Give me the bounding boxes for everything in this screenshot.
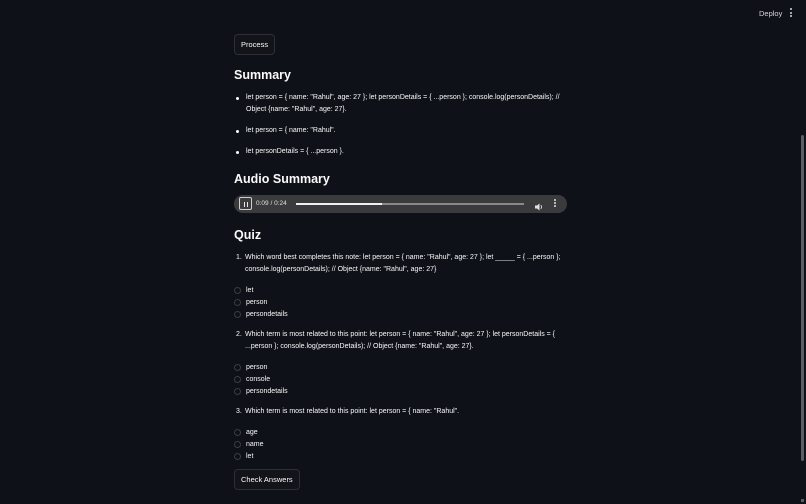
deploy-button[interactable]: Deploy [759,9,783,18]
question-number: 2. [236,331,242,338]
radio-option[interactable]: persondetails [234,385,568,397]
radio-button[interactable] [234,311,241,318]
radio-group [234,426,568,462]
scrollbar-end [801,499,804,502]
summary-item: let personDetails = { ...person }. [234,146,568,158]
kebab-menu-icon[interactable] [788,8,794,20]
radio-button[interactable] [234,441,241,448]
radio-option[interactable]: person [234,296,568,308]
summary-heading: Summary [234,68,291,82]
vertical-scrollbar[interactable] [801,135,804,461]
question-text: Which term is most related to this point: let person = { name: "Rahul", age: 27 }; let personDetails = { ...person }; console.log(personDetails); // Object {name: "Rahul", age: 27}. [245,331,556,350]
audio-seek-slider[interactable] [296,203,524,205]
audio-time: 0:09 / 0:24 [256,199,287,207]
radio-button[interactable] [234,453,241,460]
question-number: 1. [236,254,242,261]
radio-button[interactable] [234,429,241,436]
radio-option[interactable]: name [234,438,568,450]
question-text: Which term is most related to this point: let person = { name: "Rahul". [245,408,460,415]
top-toolbar [0,0,806,30]
process-button[interactable]: Process [234,34,275,55]
radio-group [234,361,568,397]
volume-icon[interactable] [534,199,544,209]
radio-group [234,284,568,320]
summary-item: let person = { name: "Rahul", age: 27 }; let personDetails = { ...person }; console.log(personDetails); // Object {name: "Rahul", age: 27}. [234,92,568,116]
audio-summary-heading: Audio Summary [234,172,330,186]
summary-list [234,92,568,167]
radio-option[interactable]: let [234,284,568,296]
pause-icon[interactable] [239,197,252,210]
check-answers-button[interactable]: Check Answers [234,469,300,490]
audio-options-icon[interactable] [552,199,558,209]
radio-option[interactable]: age [234,426,568,438]
audio-progress [296,203,382,205]
audio-player [234,195,567,213]
radio-button[interactable] [234,299,241,306]
radio-option[interactable]: person [234,361,568,373]
quiz-question-3 [234,406,568,462]
quiz-heading: Quiz [234,228,262,242]
radio-button[interactable] [234,287,241,294]
question-text: Which word best completes this note: let person = { name: "Rahul", age: 27 }; let _____ = { ...person }; console.log(personDetails); // Object {name: "Rahul", age: 27} [245,254,561,273]
radio-button[interactable] [234,364,241,371]
radio-option[interactable]: let [234,450,568,462]
radio-button[interactable] [234,376,241,383]
radio-option[interactable]: console [234,373,568,385]
summary-item: let person = { name: "Rahul". [234,125,568,137]
radio-button[interactable] [234,388,241,395]
quiz-question-1 [234,252,568,320]
radio-option[interactable]: persondetails [234,308,568,320]
question-number: 3. [236,408,242,415]
quiz-question-2 [234,329,568,397]
